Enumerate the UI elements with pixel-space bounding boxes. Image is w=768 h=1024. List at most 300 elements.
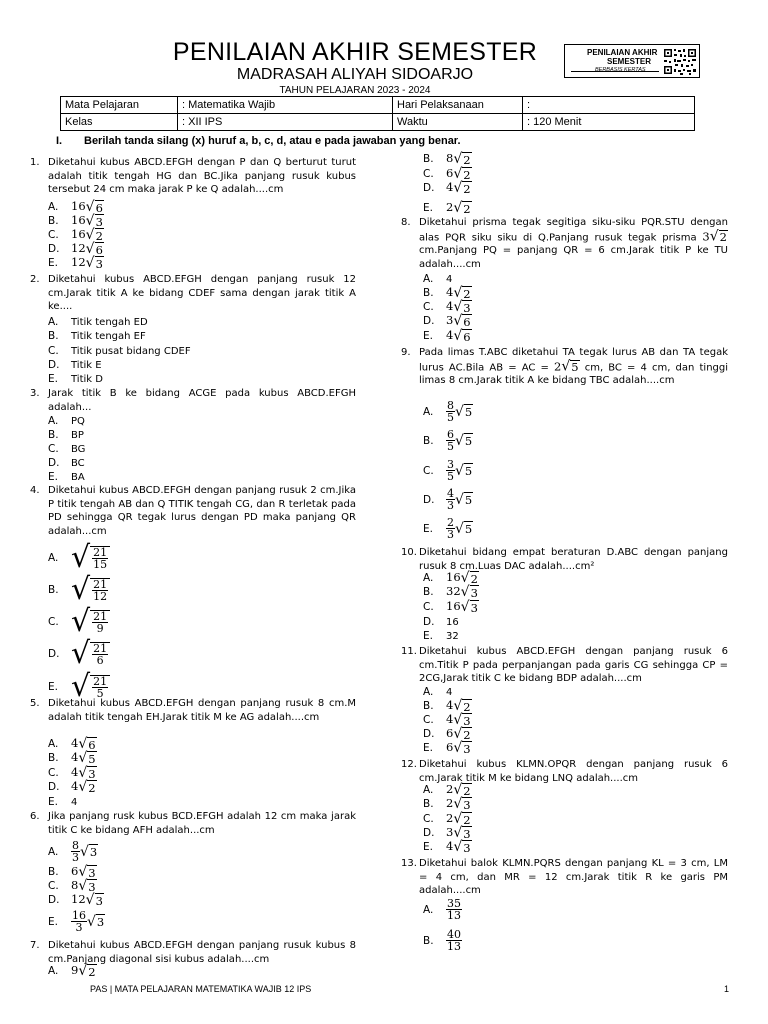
option-letter: D. — [48, 894, 60, 906]
radical-sign: √ — [85, 213, 95, 229]
radicand: 2 — [463, 152, 471, 167]
option-letter: D. — [48, 243, 60, 255]
radicand: 3 — [95, 214, 103, 229]
question-number: 4. — [30, 485, 40, 496]
answer-option[interactable] — [423, 273, 452, 285]
option-text: 32 — [446, 631, 459, 642]
answer-option[interactable] — [48, 604, 110, 639]
fraction-numerator: 6 — [447, 428, 454, 441]
radical-sign: √ — [455, 432, 464, 449]
radicand: 5 — [464, 493, 473, 507]
radical-sign: √ — [78, 864, 88, 880]
radical-sign: √ — [453, 151, 463, 167]
radicand: 6 — [463, 329, 471, 344]
school-name: MADRASAH ALIYAH SIDOARJO — [236, 66, 474, 83]
radical-sign: √ — [78, 736, 88, 752]
option-radical — [455, 521, 473, 537]
option-fraction — [71, 840, 80, 863]
radical-sign: √ — [85, 241, 95, 257]
option-text: BC — [71, 458, 85, 469]
question-number: 3. — [30, 388, 40, 399]
option-fraction — [92, 611, 108, 634]
radicand: 2 — [470, 571, 478, 586]
radical-sign: √ — [78, 779, 88, 795]
radical-sign: √ — [453, 726, 463, 742]
question-text — [419, 346, 728, 388]
question-text: Jika panjang rusk kubus BCD.EFGH adalah 12 cm maka jarak titik C ke bidang AFH adalah...cm — [48, 811, 356, 836]
answer-option[interactable] — [48, 636, 110, 671]
question — [30, 939, 356, 966]
question-text: Diketahui kubus KLMN.OPQR dengan panjang rusuk 6 cm.Jarak titik M ke bidang LNQ adalah....cm — [419, 759, 728, 784]
option-letter: B. — [48, 583, 59, 596]
text-part: cm.Panjang PQ = panjang QR = 6 cm.Jarak titik P ke TU adalah....cm — [419, 245, 728, 270]
option-letter: B. — [423, 934, 434, 947]
answer-option[interactable] — [423, 839, 472, 855]
subject-label: Mata Pelajaran — [61, 97, 178, 114]
exam-info-table — [60, 96, 695, 131]
answer-option[interactable] — [48, 373, 103, 385]
fraction-numerator: 2 — [447, 516, 454, 529]
option-fraction — [446, 929, 462, 952]
question-text: Diketahui bidang empat beraturan D.ABC dengan panjang rusuk 8 cm.Luas DAC adalah....cm² — [419, 547, 728, 572]
option-letter: C. — [423, 601, 434, 613]
radical-sign: √ — [455, 520, 464, 537]
radicand: 6 — [95, 242, 103, 257]
question-number: 10. — [401, 547, 417, 558]
answer-option[interactable] — [423, 686, 452, 698]
radical-sign: √ — [453, 839, 463, 855]
option-radical — [453, 740, 471, 756]
badge-line3: BERBASIS KERTAS — [595, 67, 646, 73]
answer-option[interactable] — [48, 316, 148, 328]
option-letter: A. — [423, 903, 434, 916]
fraction-numerator: 21 — [93, 674, 108, 688]
answer-option[interactable] — [48, 540, 110, 575]
text-part: cm, BC = 4 cm, dan tinggi limas 8 cm.Jarak titik A ke bidang TBC adalah....cm — [419, 361, 729, 387]
option-radical — [455, 492, 473, 508]
coefficient: 2 — [446, 200, 454, 214]
option-letter: D. — [423, 616, 435, 628]
question-number: 1. — [30, 157, 40, 168]
option-radical — [453, 151, 471, 167]
radical-sign: √ — [71, 540, 91, 575]
answer-option[interactable] — [48, 330, 146, 342]
question — [30, 387, 356, 414]
coefficient: 4 — [446, 285, 454, 299]
fraction-denominator: 12 — [93, 589, 108, 603]
coefficient: 4 — [446, 698, 454, 712]
coefficient: 3 — [446, 825, 454, 839]
radical-sign: √ — [453, 313, 463, 329]
answer-option[interactable] — [423, 180, 472, 196]
answer-option[interactable] — [48, 359, 102, 371]
option-letter: D. — [423, 493, 435, 506]
coefficient: 4 — [446, 328, 454, 342]
fraction-numerator: 8 — [72, 839, 79, 852]
option-fraction — [446, 898, 462, 921]
fraction-numerator: 4 — [447, 487, 454, 500]
option-radical — [461, 584, 479, 600]
answer-option[interactable] — [423, 517, 473, 540]
answer-option[interactable] — [423, 459, 473, 482]
radical-sign: √ — [453, 740, 463, 756]
coefficient: 6 — [446, 740, 454, 754]
option-letter: E. — [48, 680, 58, 693]
answer-option[interactable] — [48, 750, 97, 766]
answer-option[interactable] — [423, 898, 462, 921]
option-letter: B. — [423, 798, 434, 810]
fraction-numerator: 3 — [447, 458, 454, 471]
option-letter: C. — [423, 301, 434, 313]
answer-option[interactable] — [48, 963, 97, 979]
option-radical — [71, 540, 110, 575]
option-letter: C. — [423, 464, 434, 477]
radicand: 3 — [463, 300, 471, 315]
fraction-denominator: 6 — [92, 654, 108, 666]
fraction-denominator: 5 — [447, 411, 454, 424]
answer-option[interactable] — [423, 616, 459, 628]
fraction-denominator: 3 — [447, 528, 454, 541]
coefficient: 4 — [71, 736, 79, 750]
option-letter: C. — [48, 767, 59, 779]
radicand: 5 — [464, 405, 473, 419]
option-letter: D. — [48, 781, 60, 793]
answer-option[interactable] — [48, 429, 84, 441]
fraction-denominator: 5 — [447, 470, 454, 483]
coefficient: 16 — [71, 227, 86, 241]
coefficient: 9 — [71, 963, 79, 977]
option-letter: D. — [423, 728, 435, 740]
radical-sign: √ — [85, 255, 95, 271]
fraction-denominator: 3 — [447, 499, 454, 512]
option-letter: A. — [48, 551, 59, 564]
radical-sign: √ — [453, 811, 463, 827]
option-letter: B. — [423, 153, 434, 165]
option-radical — [453, 328, 471, 344]
radicand: 3 — [96, 915, 105, 929]
time-value: : 120 Menit — [523, 114, 695, 131]
coefficient: 6 — [446, 166, 454, 180]
option-radical — [78, 779, 96, 795]
option-text: Titik D — [71, 374, 103, 385]
option-letter: A. — [48, 845, 59, 858]
answer-option[interactable] — [423, 740, 472, 756]
text-part: Diketahui prisma tegak segitiga siku-siku PQR.STU dengan alas PQR siku siku di Q.Panjang rusuk tegak prisma — [419, 217, 728, 243]
answer-option[interactable] — [48, 471, 85, 483]
question-number: 12. — [401, 759, 417, 770]
question-text: Jarak titik B ke bidang ACGE pada kubus ABCD.EFGH adalah... — [48, 388, 356, 413]
radical-sign: √ — [453, 180, 463, 196]
class-label: Kelas — [61, 114, 178, 131]
fraction-numerator: 21 — [93, 545, 108, 559]
question — [30, 810, 356, 837]
option-letter: E. — [48, 373, 58, 385]
option-letter: E. — [423, 202, 433, 214]
radicand: 3 — [463, 741, 471, 756]
question — [30, 697, 356, 724]
fraction-numerator: 8 — [447, 399, 454, 412]
radical-sign: √ — [455, 462, 464, 479]
radicand — [90, 610, 110, 634]
radical-sign: √ — [78, 963, 88, 979]
answer-option[interactable] — [48, 457, 85, 469]
fraction-denominator: 5 — [447, 440, 454, 453]
coefficient: 8 — [446, 151, 454, 165]
radicand: 3 — [88, 865, 96, 880]
answer-option[interactable] — [423, 584, 479, 600]
option-letter: B. — [48, 866, 59, 878]
question — [401, 546, 728, 573]
option-letter: C. — [48, 615, 59, 628]
answer-option[interactable] — [48, 572, 110, 607]
option-letter: A. — [48, 415, 59, 427]
option-letter: C. — [423, 813, 434, 825]
option-radical — [71, 604, 110, 639]
answer-option[interactable] — [48, 779, 97, 795]
answer-option[interactable] — [423, 599, 479, 615]
option-letter: C. — [423, 168, 434, 180]
option-text: 16 — [446, 617, 459, 628]
option-letter: D. — [48, 457, 60, 469]
badge-line2: SEMESTER — [607, 57, 652, 66]
coefficient: 12 — [71, 241, 86, 255]
exam-badge — [564, 44, 700, 78]
radicand: 3 — [95, 893, 103, 908]
option-text: Titik E — [71, 360, 102, 371]
answer-option[interactable] — [423, 313, 472, 329]
coefficient: 4 — [446, 180, 454, 194]
answer-option[interactable] — [423, 151, 472, 167]
radicand: 2 — [463, 699, 471, 714]
question-text: Diketahui kubus ABCD.EFGH dengan panjang rusuk 2 cm.Jika P titik tengah AB dan Q TITIK tengah CG, dan R terletak pada PD sehingga QR tegak lurus dengan PD maka panjang QR adalah...cm — [48, 485, 356, 537]
question-number: 9. — [401, 347, 411, 358]
radicand: 2 — [719, 229, 727, 244]
option-letter: A. — [48, 201, 59, 213]
inline-radical — [710, 230, 728, 245]
option-text: 4 — [71, 797, 78, 808]
option-letter: E. — [423, 742, 433, 754]
text-part: Pada limas T.ABC diketahui TA tegak lurus AB dan TA tegak lurus AC.Bila AB = AC = — [419, 347, 728, 373]
radical-sign: √ — [455, 403, 464, 420]
option-text: 4 — [446, 687, 453, 698]
question — [401, 645, 728, 686]
radicand: 5 — [571, 359, 579, 374]
radical-sign: √ — [71, 636, 91, 671]
radical-sign: √ — [453, 166, 463, 182]
radical-sign: √ — [71, 669, 91, 704]
answer-option[interactable] — [48, 255, 104, 271]
radicand: 6 — [88, 737, 96, 752]
radical-sign: √ — [85, 227, 95, 243]
question — [401, 216, 728, 271]
answer-option[interactable] — [423, 200, 472, 216]
question-text: Diketahui kubus ABCD.EFGH dengan panjang rusuk 12 cm.Jarak titik A ke bidang CDEF sama dengan jarak titik A ke.... — [48, 274, 356, 312]
option-letter: D. — [423, 182, 435, 194]
option-letter: B. — [423, 434, 434, 447]
radicand: 5 — [464, 464, 473, 478]
option-letter: B. — [48, 215, 59, 227]
radicand: 6 — [95, 200, 103, 215]
question — [401, 346, 728, 388]
coefficient: 6 — [71, 864, 79, 878]
option-radical — [453, 839, 471, 855]
option-radical — [78, 750, 96, 766]
option-letter: A. — [423, 273, 434, 285]
option-text: Titik pusat bidang CDEF — [71, 346, 191, 357]
question-number: 2. — [30, 274, 40, 285]
fraction-denominator: 9 — [92, 622, 108, 634]
radical-sign: √ — [453, 796, 463, 812]
coefficient: 12 — [71, 892, 86, 906]
radical-sign: √ — [709, 228, 719, 244]
radicand — [90, 675, 110, 699]
option-letter: C. — [48, 345, 59, 357]
option-letter: A. — [48, 965, 59, 977]
radicand: 3 — [470, 600, 478, 615]
radical-sign: √ — [453, 698, 463, 714]
coefficient: 2 — [446, 811, 454, 825]
inline-radical — [561, 360, 579, 375]
question-number: 6. — [30, 811, 40, 822]
radical-sign: √ — [453, 328, 463, 344]
radical-sign: √ — [453, 825, 463, 841]
radicand — [90, 642, 110, 666]
radical-sign: √ — [455, 491, 464, 508]
radical-sign: √ — [71, 604, 91, 639]
radicand: 3 — [88, 766, 96, 781]
question-text: Diketahui kubus ABCD.EFGH dengan panjang rusuk 6 cm.Titik P pada perpanjangan pada garis CG sehingga CP = 2CG,Jarak titik C ke bidang BDP adalah....cm — [419, 646, 728, 684]
option-text: Titik tengah EF — [71, 331, 146, 342]
option-letter: A. — [423, 686, 434, 698]
instruction-text: Berilah tanda silang (x) huruf a, b, c, d, atau e pada jawaban yang benar. — [84, 135, 461, 147]
radical-sign: √ — [453, 299, 463, 315]
option-letter: D. — [48, 359, 60, 371]
fraction-numerator: 35 — [447, 897, 461, 910]
option-letter: E. — [423, 330, 433, 342]
option-letter: C. — [48, 443, 59, 455]
option-letter: B. — [423, 700, 434, 712]
option-radical — [87, 914, 105, 930]
answer-option[interactable] — [423, 796, 472, 812]
fraction-denominator: 13 — [447, 940, 461, 953]
answer-option[interactable] — [48, 910, 105, 933]
option-letter: B. — [48, 330, 59, 342]
option-letter: C. — [48, 229, 59, 241]
answer-option[interactable] — [48, 892, 104, 908]
answer-option[interactable] — [423, 929, 462, 952]
coefficient: 4 — [71, 765, 79, 779]
coefficient: 16 — [446, 599, 461, 613]
radicand: 2 — [88, 964, 96, 979]
answer-option[interactable] — [423, 630, 459, 642]
radical-sign: √ — [78, 878, 88, 894]
option-radical — [455, 404, 473, 420]
fraction-denominator: 3 — [72, 851, 79, 864]
badge-line1: PENILAIAN AKHIR — [587, 48, 658, 57]
question-number: 13. — [401, 858, 417, 869]
question-number: 5. — [30, 698, 40, 709]
option-radical — [86, 892, 104, 908]
answer-option[interactable] — [48, 415, 85, 427]
option-radical — [80, 844, 98, 860]
radicand: 3 — [89, 845, 98, 859]
option-letter: D. — [423, 315, 435, 327]
option-letter: A. — [423, 405, 434, 418]
question-text: Diketahui kubus ABCD.EFGH dengan P dan Q berturut turut adalah titik tengah HG dan BC.Jika panjang rusuk kubus tersebut 24 cm maka jarak P ke Q adalah....cm — [48, 157, 356, 195]
option-letter: D. — [48, 647, 60, 660]
radicand: 6 — [463, 314, 471, 329]
fraction-numerator: 21 — [93, 609, 108, 623]
option-fraction — [446, 459, 455, 482]
instruction — [56, 135, 461, 147]
option-radical — [453, 313, 471, 329]
radicand: 2 — [463, 181, 471, 196]
radicand: 3 — [88, 879, 96, 894]
option-fraction — [446, 517, 455, 540]
answer-option[interactable] — [423, 328, 472, 344]
option-fraction — [446, 400, 455, 423]
radical-sign: √ — [561, 358, 571, 374]
coefficient: 32 — [446, 584, 461, 598]
option-letter: C. — [423, 714, 434, 726]
answer-option[interactable] — [48, 796, 77, 808]
radical-sign: √ — [460, 570, 470, 586]
question-text: Diketahui balok KLMN.PQRS dengan panjang KL = 3 cm, LM = 4 cm, dan MR = 12 cm.Jarak titik R ke garis PM adalah....cm — [419, 858, 728, 896]
question-text: Diketahui kubus ABCD.EFGH dengan panjang rusuk kubus 8 cm.Panjang diagonal sisi kubus adalah....cm — [48, 940, 356, 965]
fraction-numerator: 21 — [93, 577, 108, 591]
option-letter: E. — [423, 630, 433, 642]
option-text: Titik tengah ED — [71, 317, 148, 328]
radicand: 2 — [463, 727, 471, 742]
answer-option[interactable] — [48, 345, 191, 357]
fraction-denominator: 15 — [93, 557, 108, 571]
radical-sign: √ — [78, 750, 88, 766]
option-radical — [71, 572, 110, 607]
option-letter: E. — [48, 257, 58, 269]
day-value: : — [523, 97, 695, 114]
day-label: Hari Pelaksanaan — [393, 97, 523, 114]
radical-sign: √ — [85, 892, 95, 908]
question-number: 7. — [30, 940, 40, 951]
option-fraction — [92, 676, 108, 699]
qr-code-icon — [663, 48, 697, 75]
option-fraction — [92, 547, 108, 570]
coefficient: 3 — [702, 228, 710, 243]
option-fraction — [446, 429, 455, 452]
option-fraction — [446, 488, 455, 511]
fraction-denominator: 3 — [71, 921, 87, 933]
coefficient: 4 — [71, 750, 79, 764]
option-radical — [461, 599, 479, 615]
option-radical — [71, 636, 110, 671]
option-letter: E. — [48, 796, 58, 808]
option-radical — [78, 963, 96, 979]
radical-sign: √ — [80, 843, 89, 860]
answer-option[interactable] — [423, 400, 473, 423]
coefficient: 4 — [446, 839, 454, 853]
coefficient: 2 — [446, 796, 454, 810]
answer-option[interactable] — [48, 840, 98, 863]
answer-option[interactable] — [423, 429, 473, 452]
option-letter: A. — [423, 572, 434, 584]
option-letter: A. — [48, 738, 59, 750]
radicand: 2 — [463, 167, 471, 182]
option-text: 4 — [446, 274, 453, 285]
answer-option[interactable] — [423, 488, 473, 511]
page-number: 1 — [724, 984, 730, 994]
answer-option[interactable] — [48, 443, 85, 455]
option-radical — [453, 796, 471, 812]
